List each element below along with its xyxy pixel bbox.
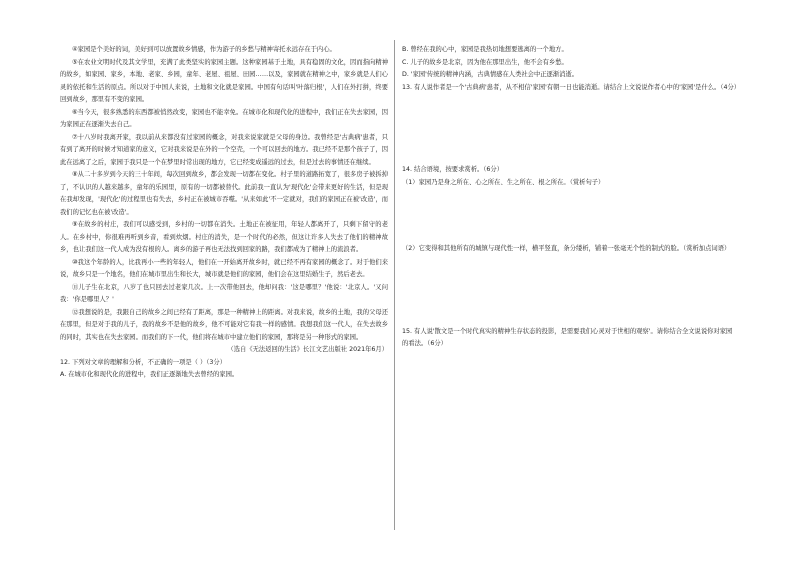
answer-space-14-2[interactable]: [402, 256, 738, 326]
question-12: 12. 下列对文章的理解和分析，不正确的一项是（ ）（3分）: [60, 358, 226, 366]
question-14: 14. 结合语境，按要求赏析。（6分）: [402, 166, 504, 173]
paragraph-5: ⑤在农业文明时代及其文学里，充满了此类坚实的家园主题。这种家园基于土地，具有稳固的文化，因而指向精神的故乡，如家园、家乡，本地、老家、乡园，童年、老屋、祖屋、田园……以及，家园就在精神之中，家乡就是人们心灵的依托和生活的原点。所以对于中国人来说，土地和文化就是家园。中国有句话叫'叶落归根'，人们在外打拼，终要回到故乡，那里有不变的家园。: [60, 58, 388, 103]
question-12-option-a: A. 在城市化和现代化的进程中，我们正逐渐地失去曾经的家园。: [60, 371, 239, 378]
paragraph-8: ⑧从二十多岁到今天的三十年间，每次回到故乡，都会发现一切都在变化。村子里的道路拓宽了，很多房子被拆掉了，不认识的人越来越多，童年的乐园里，原有的一切都被替代。此前我一直认为'现代化'会带来更好的生活，但是现在我却发现，'现代化'的过程里也有失去，乡村正在被城市吞噬。'从来如此'不一定就对，我们的家园正在被'改造'，而我们的记忆也在被'改造'。: [60, 171, 388, 216]
question-14-part-1: （1）家园乃是身之所在、心之所在、生之所在、根之所在。（赏析句子）: [402, 178, 605, 186]
paragraph-10: ⑩我这个年龄的人，比我再小一些的年轻人，他们在一开始离开故乡时，就已经不再有家园的概念了。对于他们来说，故乡只是一个地名，他们在城市里出生和长大，城市就是他们的家园，他们会在这里结婚生子，然后老去。: [60, 258, 388, 278]
column-divider: [394, 40, 395, 530]
question-12-option-d: D. '家园'传统的精神内涵，古典情感在人类社会中正逐渐消逝。: [402, 71, 579, 78]
question-12-option-b: B. 曾经在我的心中，家园是我热切地想要逃离的一个地方。: [402, 46, 568, 53]
question-12-option-c: C. 儿子的故乡是北京，因为他在那里出生，他不会有乡愁。: [402, 58, 568, 66]
paragraph-11: ⑪儿子生在北京，八岁了也只回去过老家几次。上一次带他回去，他却问我：'这是哪里？'他说：'北京人。'又问我：'你是哪里人？': [60, 283, 388, 303]
paragraph-7: ⑦十八岁时我离开家，我以前从来都没有过家园的概念，对我来说家就是父母的身边。我曾经是'古典病'患者，只有到了离开的时候才知道家的意义，它对我来说是在外的一个空壳，一个可以回去的地方。我已经不是那个孩子了，因此在远离了之后，家园于我只是一个在梦里时常出现的地方，它已经变成遥远的过去，但是过去的事情还在继续。: [60, 133, 388, 166]
paragraph-4: ④家园是个美好的词，美好到可以放置故乡情感，作为游子的乡愁与精神寄托永远存在于内心。: [72, 46, 336, 53]
answer-space-15[interactable]: [402, 351, 738, 421]
answer-space-13[interactable]: [402, 94, 738, 164]
source-citation: （选自《无法返回的生活》长江文艺出版社 2021年6月）: [227, 346, 388, 353]
question-15: 15. 有人说'散文是一个时代真实的精神生存状态的投影，是需要我们心灵对于世相的观察'。请你结合全文说说你对家园的看法。（6分）: [402, 327, 733, 347]
paragraph-9: ⑨在故乡的村庄，我们可以感受到，乡村的一切都在消失。土地正在被征用，年轻人都离开了，只剩下留守的老人。在乡村中，你很难再听到乡音，看到炊烟。村庄的消失，是一个时代的必然，但这让许多人失去了他们的精神故乡，也让我们这一代人成为没有根的人。离乡的游子再也无法找到回家的路，我们都成为了精神上的流浪者。: [60, 221, 388, 253]
left-column: [60, 44, 388, 382]
paragraph-12: ⑫我想说的是，我跟自己的故乡之间已经有了距离，那是一种精神上的距离。对我来说，故乡的土地，我的父母还在那里，但是对于我的儿子，我的故乡不是他的故乡，他不可能对它有我一样的感情。我想我们这一代人，在失去故乡的同时，其实也在失去家园。而我们的下一代，他们将在城市中建立他们的家园，那将是另一种形式的家园。: [60, 308, 388, 341]
question-13: 13. 有人说作者是一个'古典病'患者，从不相信'家园'有朝一日也能消逝。请结合上文说说作者心中的'家园'是什么。（4分）: [402, 83, 741, 91]
right-column: [402, 44, 741, 421]
paragraph-6: ⑥当今天，很多熟悉的东西都被悄然改变，家园也不能幸免。在城市化和现代化的进程中，我们正在失去家园，因为家园正在逐渐失去自己。: [60, 108, 388, 128]
answer-space-14-1[interactable]: [402, 189, 738, 243]
question-14-part-2: （2）它变得和其他所有的城镇与现代性一样，横平竖直，条分缕析，铺着一张毫无个性的制式的脸。（赏析加点词语）: [402, 245, 731, 252]
